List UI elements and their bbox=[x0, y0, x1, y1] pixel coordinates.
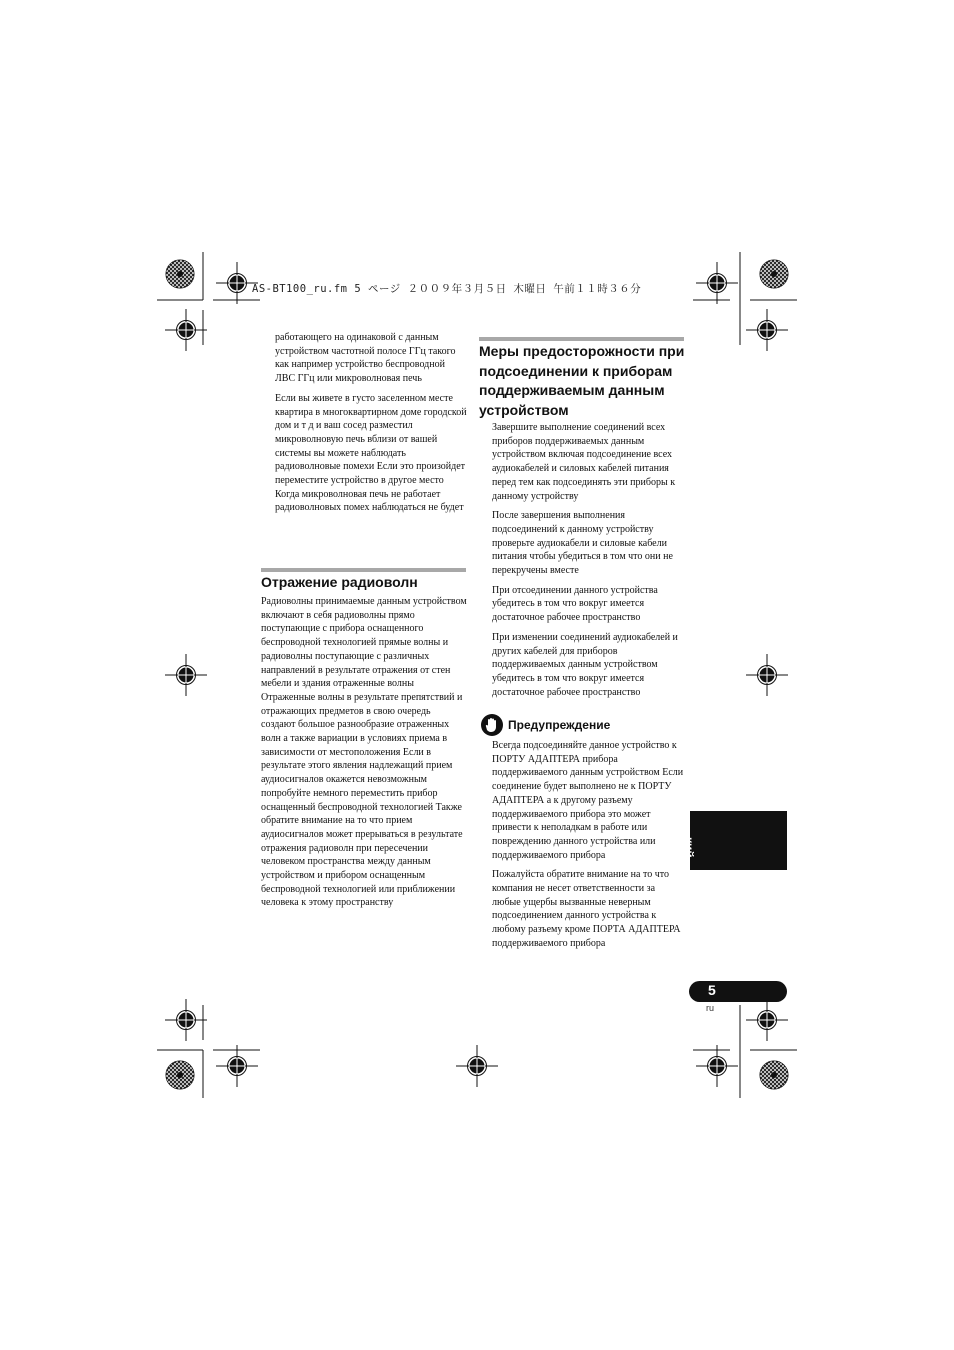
starburst-mark-icon bbox=[166, 1061, 194, 1089]
paragraph: Если вы живете в густо заселенном месте квартира в многоквартирном доме городской дом и т д и ваш сосед разместил микроволновую печь вблизи от вашей системы вы можете наблюдать радиоволновые помехи Если это произойдет переместите устройство в другое место Когда микроволновая печь не работает радиоволновых помех наблюдаться не будет bbox=[275, 392, 467, 514]
starburst-mark-icon bbox=[166, 260, 194, 288]
radio-section-text bbox=[261, 595, 467, 916]
starburst-mark-icon bbox=[760, 260, 788, 288]
page-language: ru bbox=[706, 1003, 715, 1013]
paragraph: Пожалуйста обратите внимание на то что компания не несет ответственности за любые ущербы вызванные неверным подсоединением данного устройства к любому разъему кроме ПОРТА АДАПТЕРА поддерживаемого прибора bbox=[492, 869, 681, 949]
paragraph: Радиоволны принимаемые данным устройством включают в себя радиоволны прямо поступающие с прибора оснащенного беспроводной технологией прямые волны и радиоволны поступающие с различных направлений в результате отражения от стен мебели и здания отраженные волны Отраженные волны в результате препятствий и отражающих предметов в свою очередь создают большое разнообразие отраженных волн а также вариации в условиях приема в зависимости от местоположения Если в результате этого явления надлежащий прием аудиосигналов окажется невозможным попробуйте немного переместить прибор оснащенный беспроводной технологией Также обратите внимание на то что прием аудиосигналов может прерываться в результате отражения радиоволн при пересечении человеком пространства между данным устройством и прибором оснащенным беспроводной технологией или приближении человека к этому пространству bbox=[261, 596, 467, 909]
crosshair-mark-icon bbox=[165, 999, 207, 1041]
warning-text bbox=[492, 739, 684, 957]
paragraph: При отсоединении данного устройства убедитесь в том что вокруг имеется достаточное рабочее пространство bbox=[492, 584, 658, 624]
paragraph: После завершения выполнения подсоединений к данному устройству проверьте аудиокабели и силовые кабели питания чтобы убедиться в том что они не перекручены вместе bbox=[492, 510, 673, 577]
starburst-mark-icon bbox=[760, 1061, 788, 1089]
section-rule bbox=[479, 337, 684, 341]
file-header-line: AS-BT100_ru.fm 5 ページ ２００９年３月５日 木曜日 午前１１時３６分 bbox=[252, 283, 642, 295]
precautions-text bbox=[492, 421, 684, 705]
crosshair-mark-icon bbox=[746, 309, 788, 351]
section-rule bbox=[261, 568, 466, 572]
left-top-text bbox=[275, 331, 467, 521]
paragraph: Всегда подсоединяйте данное устройство к ПОРТУ АДАПТЕРА прибора поддерживаемого данным устройством Если соединение будет выполнено не к ПОРТУ АДАПТЕРА а к другому разъему поддерживаемого прибора это может привести к неполадкам в работе или повреждению данного устройства или поддерживаемого прибора bbox=[492, 740, 684, 861]
section-title-radio: Отражение радиоволн bbox=[261, 574, 418, 590]
page-number-badge bbox=[689, 981, 787, 1002]
warning-title: Предупреждение bbox=[508, 718, 611, 732]
section-title-precautions: Меры предосторожности при подсоединении к приборам поддерживаемым данным устройством bbox=[479, 343, 685, 418]
crosshair-mark-icon bbox=[456, 1045, 498, 1087]
page-number: 5 bbox=[708, 982, 716, 998]
crosshair-mark-icon bbox=[696, 1045, 738, 1087]
crosshair-mark-icon bbox=[746, 654, 788, 696]
paragraph: При изменении соединений аудиокабелей и других кабелей для приборов поддерживаемых данным устройством убедитесь в том что вокруг имеется достаточное рабочее пространство bbox=[492, 631, 678, 698]
crosshair-mark-icon bbox=[696, 262, 738, 304]
crosshair-mark-icon bbox=[165, 309, 207, 351]
warning-heading bbox=[481, 714, 610, 736]
crosshair-mark-icon bbox=[165, 654, 207, 696]
crosshair-mark-icon bbox=[746, 999, 788, 1041]
hand-stop-icon bbox=[481, 714, 503, 736]
paragraph: Завершите выполнение соединений всех приборов поддерживаемых данным устройством включая подсоединение всех аудиокабелей и силовых кабелей питания перед тем как подсоединять эти приборы к данному устройству bbox=[492, 422, 676, 502]
crosshair-mark-icon bbox=[216, 1045, 258, 1087]
language-side-tab bbox=[682, 811, 787, 870]
side-tab-label: кий bbox=[682, 837, 696, 858]
paragraph: работающего на одинаковой с данным устройством частотной полосе ГГц такого как например устройство беспроводной ЛВС ГГц или микроволновая печь bbox=[275, 332, 456, 385]
